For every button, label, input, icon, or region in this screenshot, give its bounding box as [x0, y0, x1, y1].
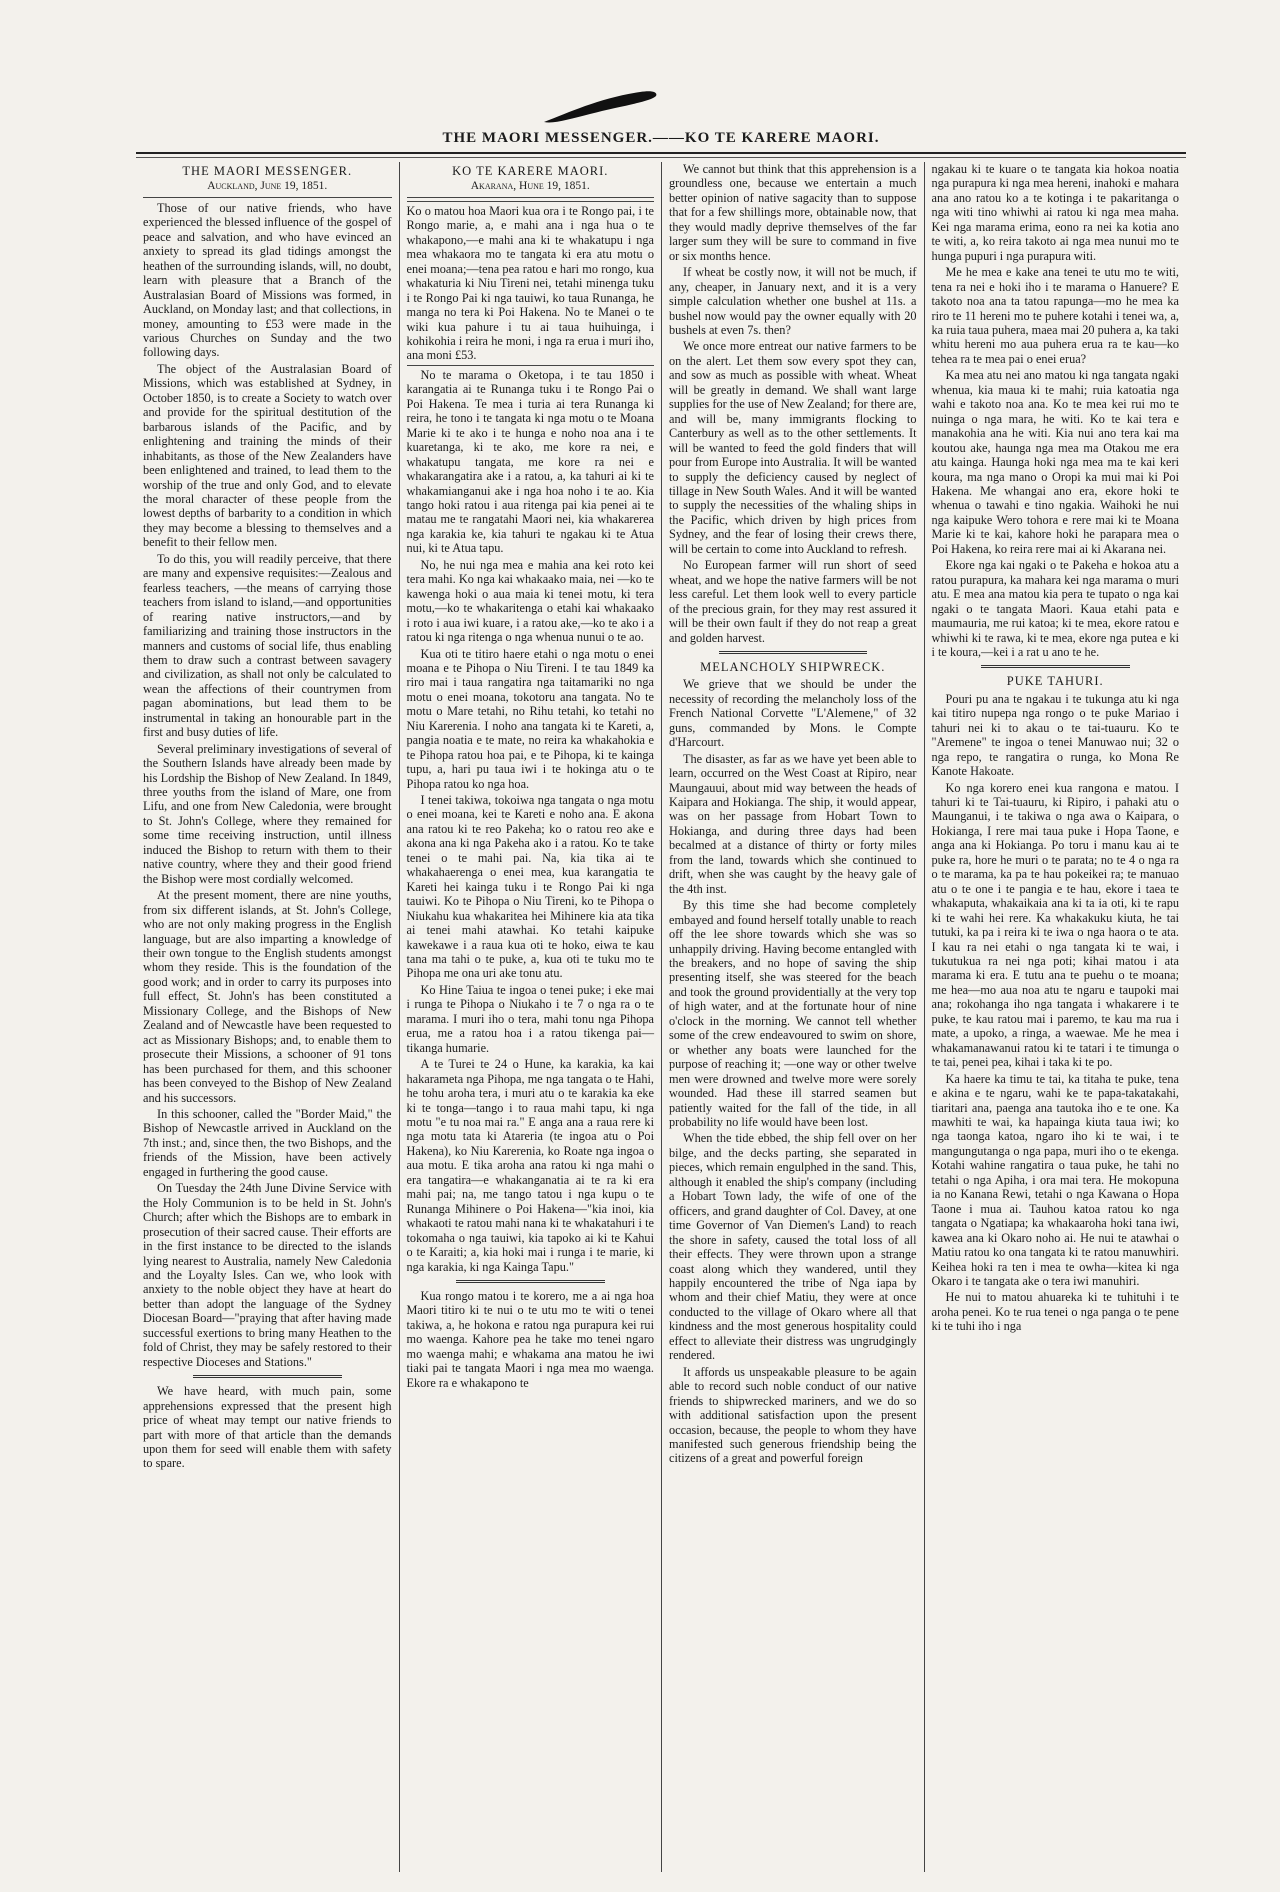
section-separator — [719, 651, 868, 654]
article-paragraph: Ko nga korero enei kua rangona e matou. I tahuri ki te Tai-tuauru, ki Ripiro, i pahaki atu o Maunganui, i te takiwa o nga awa o Kaipara, o Hokianga, I rere mai taua puke i Hopa Taone, e anga ana ki Hokianga. Po toru i manu kau ai te puke ra, hore he muri o te parata; no te 4 o nga ra o te marama, ka pa te hau pokeikei ra; te manuao atu o te one i te pangia e te hau, ekore i taea te whakaputa, whakaikaia ana ki ta ia oti, ki te rapu ki te wahi hei rere. Ka whakakuku kiuta, he tai tutuki, ka pa i reira ki te iwa o nga haora o te ata. I kau ra nei etahi o nga tangata ki te wai, i tukutukua ra nei nga poti; kihai matou i ata marama ki era. E tutu ana te puehu o te moana; me hea—mo aua noa atu te ngaru e taupoki mai ana; rokohanga iho nga tangata i whakarere i te puke, te kau ratou mai i paremo, te kau ma rua i mate, a upoko, a ringa, a waewae. Me he mea i whakamanawanui ratou ki te tatari i te timunga o te tai, penei pea, kihai i taka ki te po. — [931, 780, 1179, 1070]
shipwreck-heading: MELANCHOLY SHIPWRECK. — [700, 659, 886, 674]
article-paragraph: No, he nui nga mea e mahia ana kei roto kei tera mahi. Ko nga kai whakaako maia, nei —ko te kawenga hoki o aua maia ki tenei motu, ki tera motu,—ko te whakaritenga o etahi kai whakaako i roto i aua iwi kuare, i a ratou ake,—ko te ako i a ratou ki nga ritenga o nga whenua nunui o te ao. — [406, 557, 654, 645]
article-paragraph: Ko o matou hoa Maori kua ora i te Rongo pai, i te Rongo marie, a, e mahi ana i nga hua o te whakapono,—e mahi ana ki te whakatupu i nga mea whakaora mo te tangata ki era atu motu o enei moana;—tena pea ratou e hari mo rongo, kua whakaturia ki Niu Tireni nei, tetahi minenga tuku i te Rongo Pai ki nga tauiwi, ko taua Runanga, he manga no tera ki Poi Hakena. No te Manei o te wiki kua pahure i tu ai taua huihuinga, i kohikohia i reira he moni, i nga ra erua i muri iho, ana moni £53. — [407, 201, 655, 366]
article-paragraph: Ka mea atu nei ano matou ki nga tangata ngaki whenua, kia maua ki te mahi; ruia katoatia nga wahi e takoto noa ana. Ko te mea kei rui mo te nuinga o nga mara, he witi. Ko te kai tera e manakohia ana he witi. Kia nui ano tera kai ma koutou ake, haunga nga mea ma Otakou me era atu kainga. Haunga hoki nga mea ma te kai keri koura, ma nga mano o Oropi ka mui mai ki Poi Hakena. Me whangai ano era, ekore hoki te whenua o tawahi e tino ngakia. Waihoki he nui nga kaipuke Wero tohora e rere mai ki te Moana Marie ki te kai, kahore hoki he parapara mea o Poi Hakena, ko reira rere mai ai ki Akarana nei. — [931, 368, 1179, 556]
article-paragraph: Pouri pu ana te ngakau i te tukunga atu ki nga kai titiro nupepa nga rongo o te puke Mariao i tahuri nei ki to akau o te tai-tuauru. Ko te "Aremene" te ingoa o tenei Manuwao nui; 32 o nga repo, te rangatira o runga, ko Mona Re Kanote Hakoate. — [931, 691, 1179, 779]
article-paragraph: He nui to matou ahuareka ki te tuhituhi i te aroha penei. Ko te rua tenei o nga panga o te pene ki te tuhi iho i nga — [931, 1290, 1179, 1334]
article-paragraph: It affords us unspeakable pleasure to be again able to record such noble conduct of our native friends to shipwrecked mariners, and we do so with additional satisfaction upon the present occasion, because, the people to whom they have manifested such generous friendship being the citizens of a great and powerful foreign — [669, 1364, 917, 1466]
column-english-editorial — [136, 162, 399, 1872]
article-paragraph: To do this, you will readily perceive, that there are many and expensive requisites:—Zealous and fearless teachers, —the means of carrying those teachers from island to island,—and opportunities of rearing native instructors,—and by familiarizing and training those instructors in the manners and customs of social life, thus enabling them to draw such a contrast between savagery and civilization, as shall not only be calculated to wean the affections of their countrymen from pagan abominations, but lead them to be instrumental in taking an honourable part in the first and busy duties of life. — [143, 551, 392, 740]
masthead: THE MAORI MESSENGER.——KO TE KARERE MAORI. — [442, 130, 880, 146]
newspaper-columns — [136, 162, 1186, 1872]
column-english-news — [661, 162, 924, 1872]
article-paragraph: I tenei takiwa, tokoiwa nga tangata o nga motu o enei moana, kei te Kareti e noho ana. E akona ana ratou ki te reo Pakeha; ko o ratou reo ake e akona ana ki nga Pakeha ako i a ratou. Ko te take tenei o te mahi pai. Na, kia tika ai te whakahaerenga o enei mea, kua karangatia te Kareti hei kainga tuku i te Rongo Pai ki nga tauiwi. Ko te Pihopa o Niu Tireni, ko te Pihopa o Niukahu kua whakaritea hei Mihinere kia ata tika ai tenei mahi atawhai. Ko tetahi kaipuke kawekawe i a raua kua oti te hoko, eiwa te kau tana ma tahi o te puke, a, kua oti te tuku mo te Pihopa me ona uri ake tonu atu. — [406, 793, 654, 981]
article-paragraph: If wheat be costly now, it will not be much, if any, cheaper, in January next, and it is a very simple calculation whether one bushel at 11s. a bushel now would pay the owner equally with 20 bushels at even 7s. then? — [669, 265, 917, 337]
article-paragraph: Several preliminary investigations of several of the Southern Islands have already been made by his Lordship the Bishop of New Zealand. In 1849, three youths from the island of Mare, one from Lifu, and one from New Caledonia, were brought to St. John's College, where they remained for some time receiving instruction, until illness induced the Bishop to return with them to their native country, where they and their good friend the Bishop were most cordially welcomed. — [143, 741, 392, 886]
article-paragraph: In this schooner, called the "Border Maid," the Bishop of Newcastle arrived in Auckland on the 7th inst.; and, since then, the two Bishops, and the friends of the Mission, have been actively engaged in furthering the good cause. — [143, 1107, 392, 1179]
article-paragraph: No European farmer will run short of seed wheat, and we hope the native farmers will be not less careful. Let them look well to every particle of the precious grain, for they may rest assured it will be their own fault if they do not reap a great and golden harvest. — [669, 558, 917, 645]
section-separator — [981, 665, 1130, 668]
article-paragraph: A te Turei te 24 o Hune, ka karakia, ka kai hakarameta nga Pihopa, me nga tangata o te Hahi, he tohu aroha tera, i muri atu o te karakia ka eke ki te tonga—tango i to raua mahi tapu, ki nga motu "e tu noa mai ra." E anga ana a raua rere ki nga motu tata ki Atareria (te ingoa atu o Poi Hakena), ko Niu Karerenia, ko Roate nga ingoa o aua motu. E tika aroha ana ratou ki nga mahi o era tangatira—e whakanganatia ai te ra ki era mahi pai; na, me tango tatou i nga kupu o te Runanga Mihinere o Poi Hakena—"kia inoi, kia whakaoti te ratou mahi nana ki te whakatahuri i te tokomaha o nga tauiwi, kia tapoko ai ki te Kahui o te Karaiti; a, kia hoki mai i runga i te marie, ki nga karakia, ki nga Kainga Tapu." — [406, 1057, 654, 1274]
article-paragraph: Those of our native friends, who have experienced the blessed influence of the gospel of peace and salvation, and who have evinced an anxiety to spread its glad tidings amongst the heathen of the surrounding islands, will, no doubt, learn with pleasure that a Branch of the Australasian Board of Missions was formed, in Auckland, on Monday last; and that collections, in money, amounting to £53 were made in the various Churches on Sunday and the two following days. — [143, 200, 392, 360]
shipwreck-heading: PUKE TAHURI. — [1006, 674, 1104, 689]
column-heading: THE MAORI MESSENGER. — [182, 164, 353, 178]
article-paragraph: Ekore nga kai ngaki o te Pakeha e hokoa atu a ratou purapura, ka mahara kei nga marama o muri atu. E mea ana matou kia pera te tupato o nga kai ngaki o te tangata Maori. Kaua etahi pata e maumauria, me rui katoa; ki te mea, ekore ratou e whiwhi ki te rawa, ki te mea, ekore nga putea e ki i te koura,—kei i a rat u ano te he. — [931, 558, 1179, 659]
article-paragraph: We have heard, with much pain, some apprehensions expressed that the present high price of wheat may tempt our native friends to part with more of that article than the demands upon them for seed will enable them with safety to spare. — [143, 1384, 392, 1471]
masthead-rule — [136, 152, 1186, 158]
article-paragraph: We grieve that we should be under the necessity of recording the melancholy loss of the French National Corvette "L'Alemene," of 32 guns, commanded by Mons. le Compte d'Harcourt. — [669, 677, 917, 750]
column-maori-news — [924, 162, 1187, 1872]
article-paragraph: Kua oti te titiro haere etahi o nga motu o enei moana e te Pihopa o Niu Tireni. I te tau 1849 ka riro mai i taua rangatira nga taitamariki no nga motu o enei moana, tokotoru ana tangata. No te motu o Mare tetahi, no Rihu tetahi, ko tetahi no Niu Karerenia. I noho ana tangata ki te Kareti, a, pangia noatia e te mate, no reira ka whakahokia e te Pihopa ratou hoa pai, e te Pihopa, ki te kainga tupu, a, hari pu taua iwi i te hokinga atu o te Pihopa ratou ko nga hoa. — [406, 646, 654, 791]
article-paragraph: By this time she had become completely embayed and found herself totally unable to reach off the lee shore towards which she was so unhappily driving. Having become entangled with the breakers, and no hope of saving the ship presenting itself, she was steered for the beach and took the ground providentially at the very top of high water, and at the fortunate hour of nine o'clock in the morning. We cannot tell whether some of the crew endeavoured to swim on shore, or whether any boats were launched for the purpose of reaching it; —one way or other twelve men were drowned and twelve more were sorely wounded. Had these ill starred seamen but patiently waited for the fall of the tide, in all probability no life would have been lost. — [669, 898, 917, 1129]
section-separator — [193, 1375, 342, 1378]
article-paragraph: Me he mea e kake ana tenei te utu mo te witi, tena ra nei e hoki iho i te marama o Hanuere? E takoto noa ana ta tatou rapunga—mo he mea ka riro te 11 hereni mo te puhere kotahi i tenei wa, a, ka ruia taua puhera, maea mai 20 puhera a, ka taki whitu hereni mo aua puhera erua ra te kau—ko tehea ra te mea pai o enei erua? — [931, 265, 1179, 366]
article-paragraph: Kua rongo matou i te korero, me a ai nga hoa Maori titiro ki te nui o te utu mo te witi o tenei takiwa, a, he hokona e ratou nga purapura kei rui mo waenga. Kahore pea he take mo tenei ngaro mo waenga mahi; e whakama ana matou he iwi tiaki pai te tangata Maori i nga mea mo waenga. Ekore ra e whakapono te — [406, 1288, 654, 1390]
article-paragraph: The disaster, as far as we have yet been able to learn, occurred on the West Coast at Ripiro, near Maungauui, about mid way between the heads of Kaipara and Hokianga. The ship, it would appear, was on her passage from Hobart Town to Hokianga, and during three days had been becalmed at a distance of thirty or forty miles from the land, towards which she continued to drift, when she was caught by the heavy gale of the 4th inst. — [669, 751, 917, 896]
article-paragraph: ngakau ki te kuare o te tangata kia hokoa noatia nga purapura ki nga mea hereni, inahoki e mahara ana ano ratou ko a te kotinga i te pakaritanga o nga witi tino whiwhi ai ratou ki nga mea maha. Kei nga marama erima, eono ra nei ka kotia ano te witi, a, ko reira takoto ai nga mea nunui mo te hunga pupuri i nga purapura witi. — [931, 162, 1179, 263]
column-maori-editorial — [399, 162, 662, 1872]
article-paragraph: We once more entreat our native farmers to be on the alert. Let them sow every spot they can, and sow as much as possible with wheat. Wheat will be greatly in demand. We shall want large supplies for the use of New Zealand; for there are, and will be, many immigrants flocking to Canterbury as well as to the other settlements. It will be wanted to feed the gold finders that will pour from Europe into Australia. It will be wanted to supply the deficiency caused by neglect of tillage in New South Wales. And it will be wanted to supply the necessities of the whaling ships in the Pacific, which driven by high prices from Sydney, and the fear of losing their crews there, will be certain to come into Auckland to refresh. — [669, 339, 917, 556]
article-paragraph: No te marama o Oketopa, i te tau 1850 i karangatia ai te Runanga tuku i te Rongo Pai o Poi Hakena. Te mea i turia ai tera Runanga ki reira, he tono i te tangata ki nga motu o te Moana Marie ki te ako i te hunga e noho noa ana i te kuaretanga, ki te ako, me kore ra nei, e whakatupu tangata, me kore ra nei e whakarangatira ake i a ratou, a, ka tahuri ai ki te whakamianganui ake i nga hoa noho i te ao. Kia tango hoki ratou i aua ritenga pai kia penei ai te matau me te rangatahi Maori nei, kia whakarerea nga karakia ke, kia tahuri te ngakau ki te Atua nui, ki te Atua tapu. — [406, 367, 654, 556]
dateline: Auckland, June 19, 1851. — [143, 179, 392, 197]
article-paragraph: Ko Hine Taiua te ingoa o tenei puke; i eke mai i runga te Pihopa o Niukaho i te 7 o nga ra o te marama. I muri iho o tera, mahi tonu nga Pihopa erua, me a ratou hoa i a ratou tikenga pai—tikanga humarie. — [406, 982, 654, 1055]
column-heading: KO TE KARERE MAORI. — [452, 164, 609, 178]
article-paragraph: Ka haere ka timu te tai, ka titaha te puke, tena e akina e te ngaru, wahi ke te papa-takatakahi, tiaritari ana, paenga ana tautoka iho e te one. Ka mawhiti te wai, ka hapainga kiuta taua iwi; ko nga taonga katoa, ngaro iho ki te wai, i te mangungutanga o nga papa, muri iho o te ekenga. Kotahi wahine rangatira o taua puke, he tahi no tetahi o nga Apiha, i ora mai tera. He mokopuna ia no Kanana Rewi, tetahi o nga Kawana o Hopa Taone i mua ai. Tauhou katoa ratou ko nga tangata o Ngatiapa; ka whakaaroha hoki tana iwi, kawea ana ki Okaro noho ai. He nui te atawhai o Matiu ratou ko ona tangata ki te ratou manuwhiri. Keihea hoki ra ten i mea te owha—kitea ki nga Okaro i te tangata ake o tera iwi manuhiri. — [931, 1071, 1179, 1288]
article-paragraph: When the tide ebbed, the ship fell over on her bilge, and the decks parting, she separated in pieces, which remain engulphed in the sand. This, although it enabled the ship's company (including a Hobart Town lady, the wife of one of the officers, and grand daughter of Col. Davey, at one time Governor of Van Diemen's Land) to reach the shore in safety, caused the total loss of all their effects. They were thrown upon a strange coast along which they wandered, until they happily encountered the tribe of Nga iapa by whom and their chief Matiu, they were at once conducted to the village of Okaro where all that kindness and the most generous hospitality could effect to alleviate their distress was ungrudgingly rendered. — [669, 1131, 917, 1363]
section-separator — [456, 1280, 605, 1283]
article-paragraph: On Tuesday the 24th June Divine Service with the Holy Communion is to be held in St. John's Church; after which the Bishops are to embark in prosecution of their sacred cause. Their efforts are in the first instance to be directed to the islands lying nearest to Australia, namely New Caledonia and the Loyalty Isles. Can we, who look with anxiety to the noble object they have at heart do better than adopt the language of the Sydney Diocesan Board—"praying that after having made successful exertions to bring many Heathen to the fold of Christ, they may be safely restored to their respective Dioceses and Stations." — [143, 1181, 392, 1369]
article-paragraph: We cannot but think that this apprehension is a groundless one, because we entertain a much better opinion of native sagacity than to suppose that for a few shillings more, obtainable now, that they would madly deprive themselves of the far larger sum they will be sure to command in five or six months hence. — [669, 162, 917, 263]
article-paragraph: The object of the Australasian Board of Missions, which was established at Sydney, in October 1850, is to create a Society to watch over and provide for the spiritual destitution of the barbarous islands of the Pacific, and by enlightening and training the minds of their inhabitants, as those of the New Zealanders have been enlightened and trained, to lead them to the worship of the true and only God, and to elevate the moral character of these people from the lowest depths of barbarity to a condition in which they may become a blessing to themselves and a benefit to their fellow men. — [143, 361, 392, 550]
dateline: Akarana, Hune 19, 1851. — [407, 179, 655, 197]
article-paragraph: At the present moment, there are nine youths, from six different islands, at St. John's College, who are not only making progress in the English language, but are also imparting a knowledge of their own tongue to the English students amongst whom they reside. This is the foundation of the good work; and in order to carry its purposes into full effect, St. John's has been constituted a Missionary College, and the Bishops of New Zealand and of Newcastle have been requested to act as Missionary Bishops; and, to enable them to prosecute their Missions, a schooner of 91 tons has been purchased for them, and this schooner has been conveyed to the Bishop of New Zealand and his successors. — [143, 888, 392, 1105]
ink-blot-mark — [540, 86, 660, 126]
